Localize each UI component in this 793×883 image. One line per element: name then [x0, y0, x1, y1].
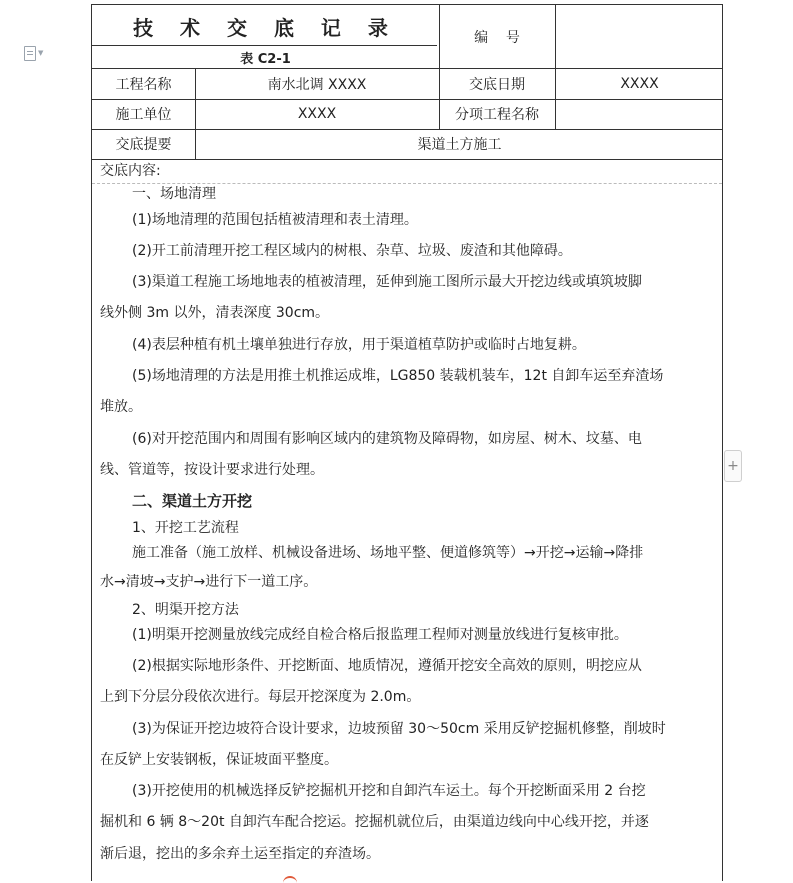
- content-line: 线、管道等，按设计要求进行处理。: [100, 462, 324, 478]
- document-title: 技 术 交 底 记 录: [133, 15, 398, 40]
- dashed-rule: [92, 183, 722, 184]
- number-field[interactable]: [555, 5, 724, 68]
- content-line: (5)场地清理的方法是用推土机推运成堆，LG850 装载机装车，12t 自卸车运至弃渣场: [132, 368, 664, 384]
- content-line: 施工准备（施工放样、机械设备进场、场地平整、便道修筑等）→开挖→运输→降排: [132, 545, 644, 561]
- content-line: 掘机和 6 辆 8～20t 自卸汽车配合挖运。挖掘机就位后，由渠道边线向中心线开挖，并逐: [100, 814, 649, 830]
- red-mark: [283, 876, 297, 883]
- number-label: 编 号: [474, 29, 520, 46]
- content-line: 渐后退，挖出的多余弃土运至指定的弃渣场。: [100, 846, 380, 862]
- content-line: 在反铲上安装钢板，保证坡面平整度。: [100, 752, 338, 768]
- content-line: (2)根据实际地形条件、开挖断面、地质情况，遵循开挖安全高效的原则，明挖应从: [132, 658, 642, 674]
- chevron-down-icon: ▼: [38, 49, 44, 57]
- page-icon: [24, 46, 36, 61]
- content-line: (3)为保证开挖边坡符合设计要求，边坡预留 30～50cm 采用反铲挖掘机修整，削坡时: [132, 721, 666, 737]
- content-line: (2)开工前清理开挖工程区域内的树根、杂草、垃圾、废渣和其他障碍。: [132, 243, 572, 259]
- content-line: 堆放。: [100, 399, 142, 415]
- document-table: [91, 4, 723, 881]
- project-name-value[interactable]: 南水北调 XXXX: [267, 76, 367, 93]
- content-line: (3)开挖使用的机械选择反铲挖掘机开挖和自卸汽车运土。每个开挖断面采用 2 台挖: [132, 783, 646, 799]
- content-line: 线外侧 3m 以外，清表深度 30cm。: [100, 305, 330, 321]
- content-line: 水→清坡→支护→进行下一道工序。: [100, 574, 318, 590]
- content-line: (1)场地清理的范围包括植被清理和表土清理。: [132, 212, 418, 228]
- content-line: (6)对开挖范围内和周围有影响区域内的建筑物及障碍物，如房屋、树木、坟墓、电: [132, 431, 642, 447]
- summary-value[interactable]: 渠道土方施工: [417, 137, 502, 153]
- content-line: (4)表层种植有机土壤单独进行存放，用于渠道植草防护或临时占地复耕。: [132, 337, 586, 353]
- add-button[interactable]: +: [724, 450, 742, 482]
- unit-value[interactable]: XXXX: [297, 106, 337, 122]
- content-line: (3)渠道工程施工场地地表的植被清理，延伸到施工图所示最大开挖边线或填筑坡脚: [132, 274, 642, 290]
- date-value[interactable]: XXXX: [620, 75, 659, 92]
- subitem-value[interactable]: [555, 99, 724, 129]
- date-label: 交底日期: [469, 76, 525, 93]
- content-line: 1、开挖工艺流程: [132, 520, 239, 536]
- project-name-label: 工程名称: [115, 76, 172, 93]
- content-line: 2、明渠开挖方法: [132, 602, 239, 618]
- content-line: (1)明渠开挖测量放线完成经自检合格后报监理工程师对测量放线进行复核审批。: [132, 627, 628, 643]
- divider: [92, 159, 722, 160]
- content-line: 一、场地清理: [132, 186, 216, 202]
- content-line: 上到下分层分段依次进行。每层开挖深度为 2.0m。: [100, 689, 421, 705]
- form-code: 表 C2-1: [240, 51, 291, 67]
- section-heading: 二、渠道土方开挖: [132, 492, 253, 510]
- subitem-label: 分项工程名称: [455, 107, 539, 123]
- document-menu-icon[interactable]: [24, 46, 46, 62]
- content-label: 交底内容:: [100, 163, 161, 179]
- unit-label: 施工单位: [115, 107, 172, 123]
- summary-label: 交底提要: [115, 137, 172, 153]
